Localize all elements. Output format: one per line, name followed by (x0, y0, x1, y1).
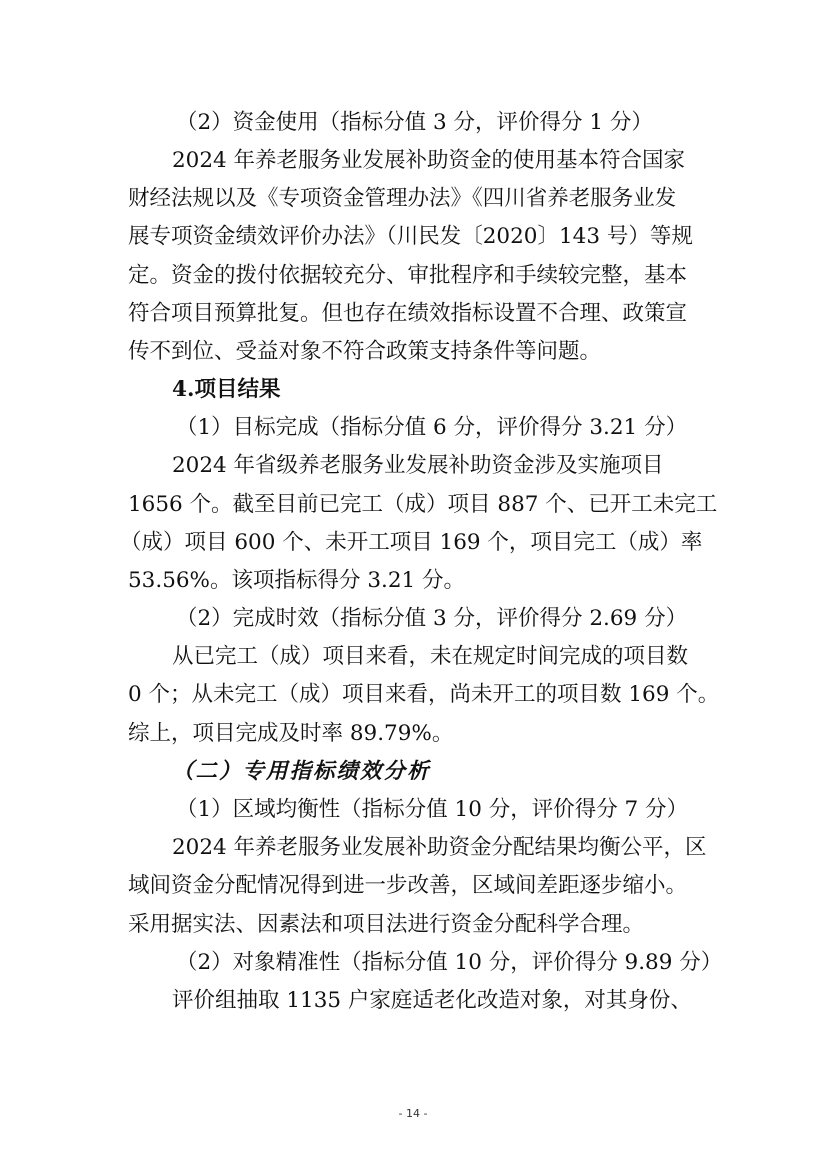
text-line: 从已完工（成）项目来看，未在规定时间完成的项目数 (172, 644, 689, 669)
text-line: 2024 年省级养老服务业发展补助资金涉及实施项目 (172, 453, 664, 478)
text-line: 定。资金的拨付依据较充分、审批程序和手续较完整，基本 (128, 263, 688, 288)
text-line: 域间资金分配情况得到进一步改善，区域间差距逐步缩小。 (128, 873, 688, 898)
text-line: 综上，项目完成及时率 89.79%。 (128, 721, 454, 746)
text-line: 53.56%。该项指标得分 3.21 分。 (128, 568, 466, 593)
text-line: 0 个；从未完工（成）项目来看，尚未开工的项目数 169 个。 (128, 682, 720, 707)
text-line: 传不到位、受益对象不符合政策支持条件等问题。 (128, 339, 602, 364)
text-line: 2024 年养老服务业发展补助资金的使用基本符合国家 (172, 148, 686, 173)
text-line: 1656 个。截至目前已完工（成）项目 887 个、已开工未完工 (128, 492, 718, 517)
section-subheading: （二）专用指标绩效分析 (172, 759, 431, 784)
text-line: 符合项目预算批复。但也存在绩效指标设置不合理、政策宣 (128, 301, 688, 326)
text-line: 采用据实法、因素法和项目法进行资金分配科学合理。 (128, 912, 645, 937)
page-number: - 14 - (398, 1107, 428, 1120)
text-line: 评价组抽取 1135 户家庭适老化改造对象，对其身份、 (172, 988, 692, 1013)
text-line: （2）对象精准性（指标分值 10 分，评价得分 9.89 分） (176, 950, 723, 975)
section-heading: 4.项目结果 (172, 377, 281, 402)
text-line: 展专项资金绩效评价办法》（川民发〔2020〕143 号）等规 (128, 224, 693, 249)
text-line: （2）完成时效（指标分值 3 分，评价得分 2.69 分） (176, 606, 688, 631)
text-line: （1）区域均衡性（指标分值 10 分，评价得分 7 分） (176, 797, 689, 822)
text-line: 财经法规以及《专项资金管理办法》《四川省养老服务业发 (128, 186, 677, 211)
text-line: （2）资金使用（指标分值 3 分，评价得分 1 分） (176, 110, 653, 135)
text-line: （1）目标完成（指标分值 6 分，评价得分 3.21 分） (176, 415, 688, 440)
text-line: （成）项目 600 个、未开工项目 169 个，项目完工（成）率 (120, 530, 703, 555)
text-line: 2024 年养老服务业发展补助资金分配结果均衡公平，区 (172, 835, 707, 860)
